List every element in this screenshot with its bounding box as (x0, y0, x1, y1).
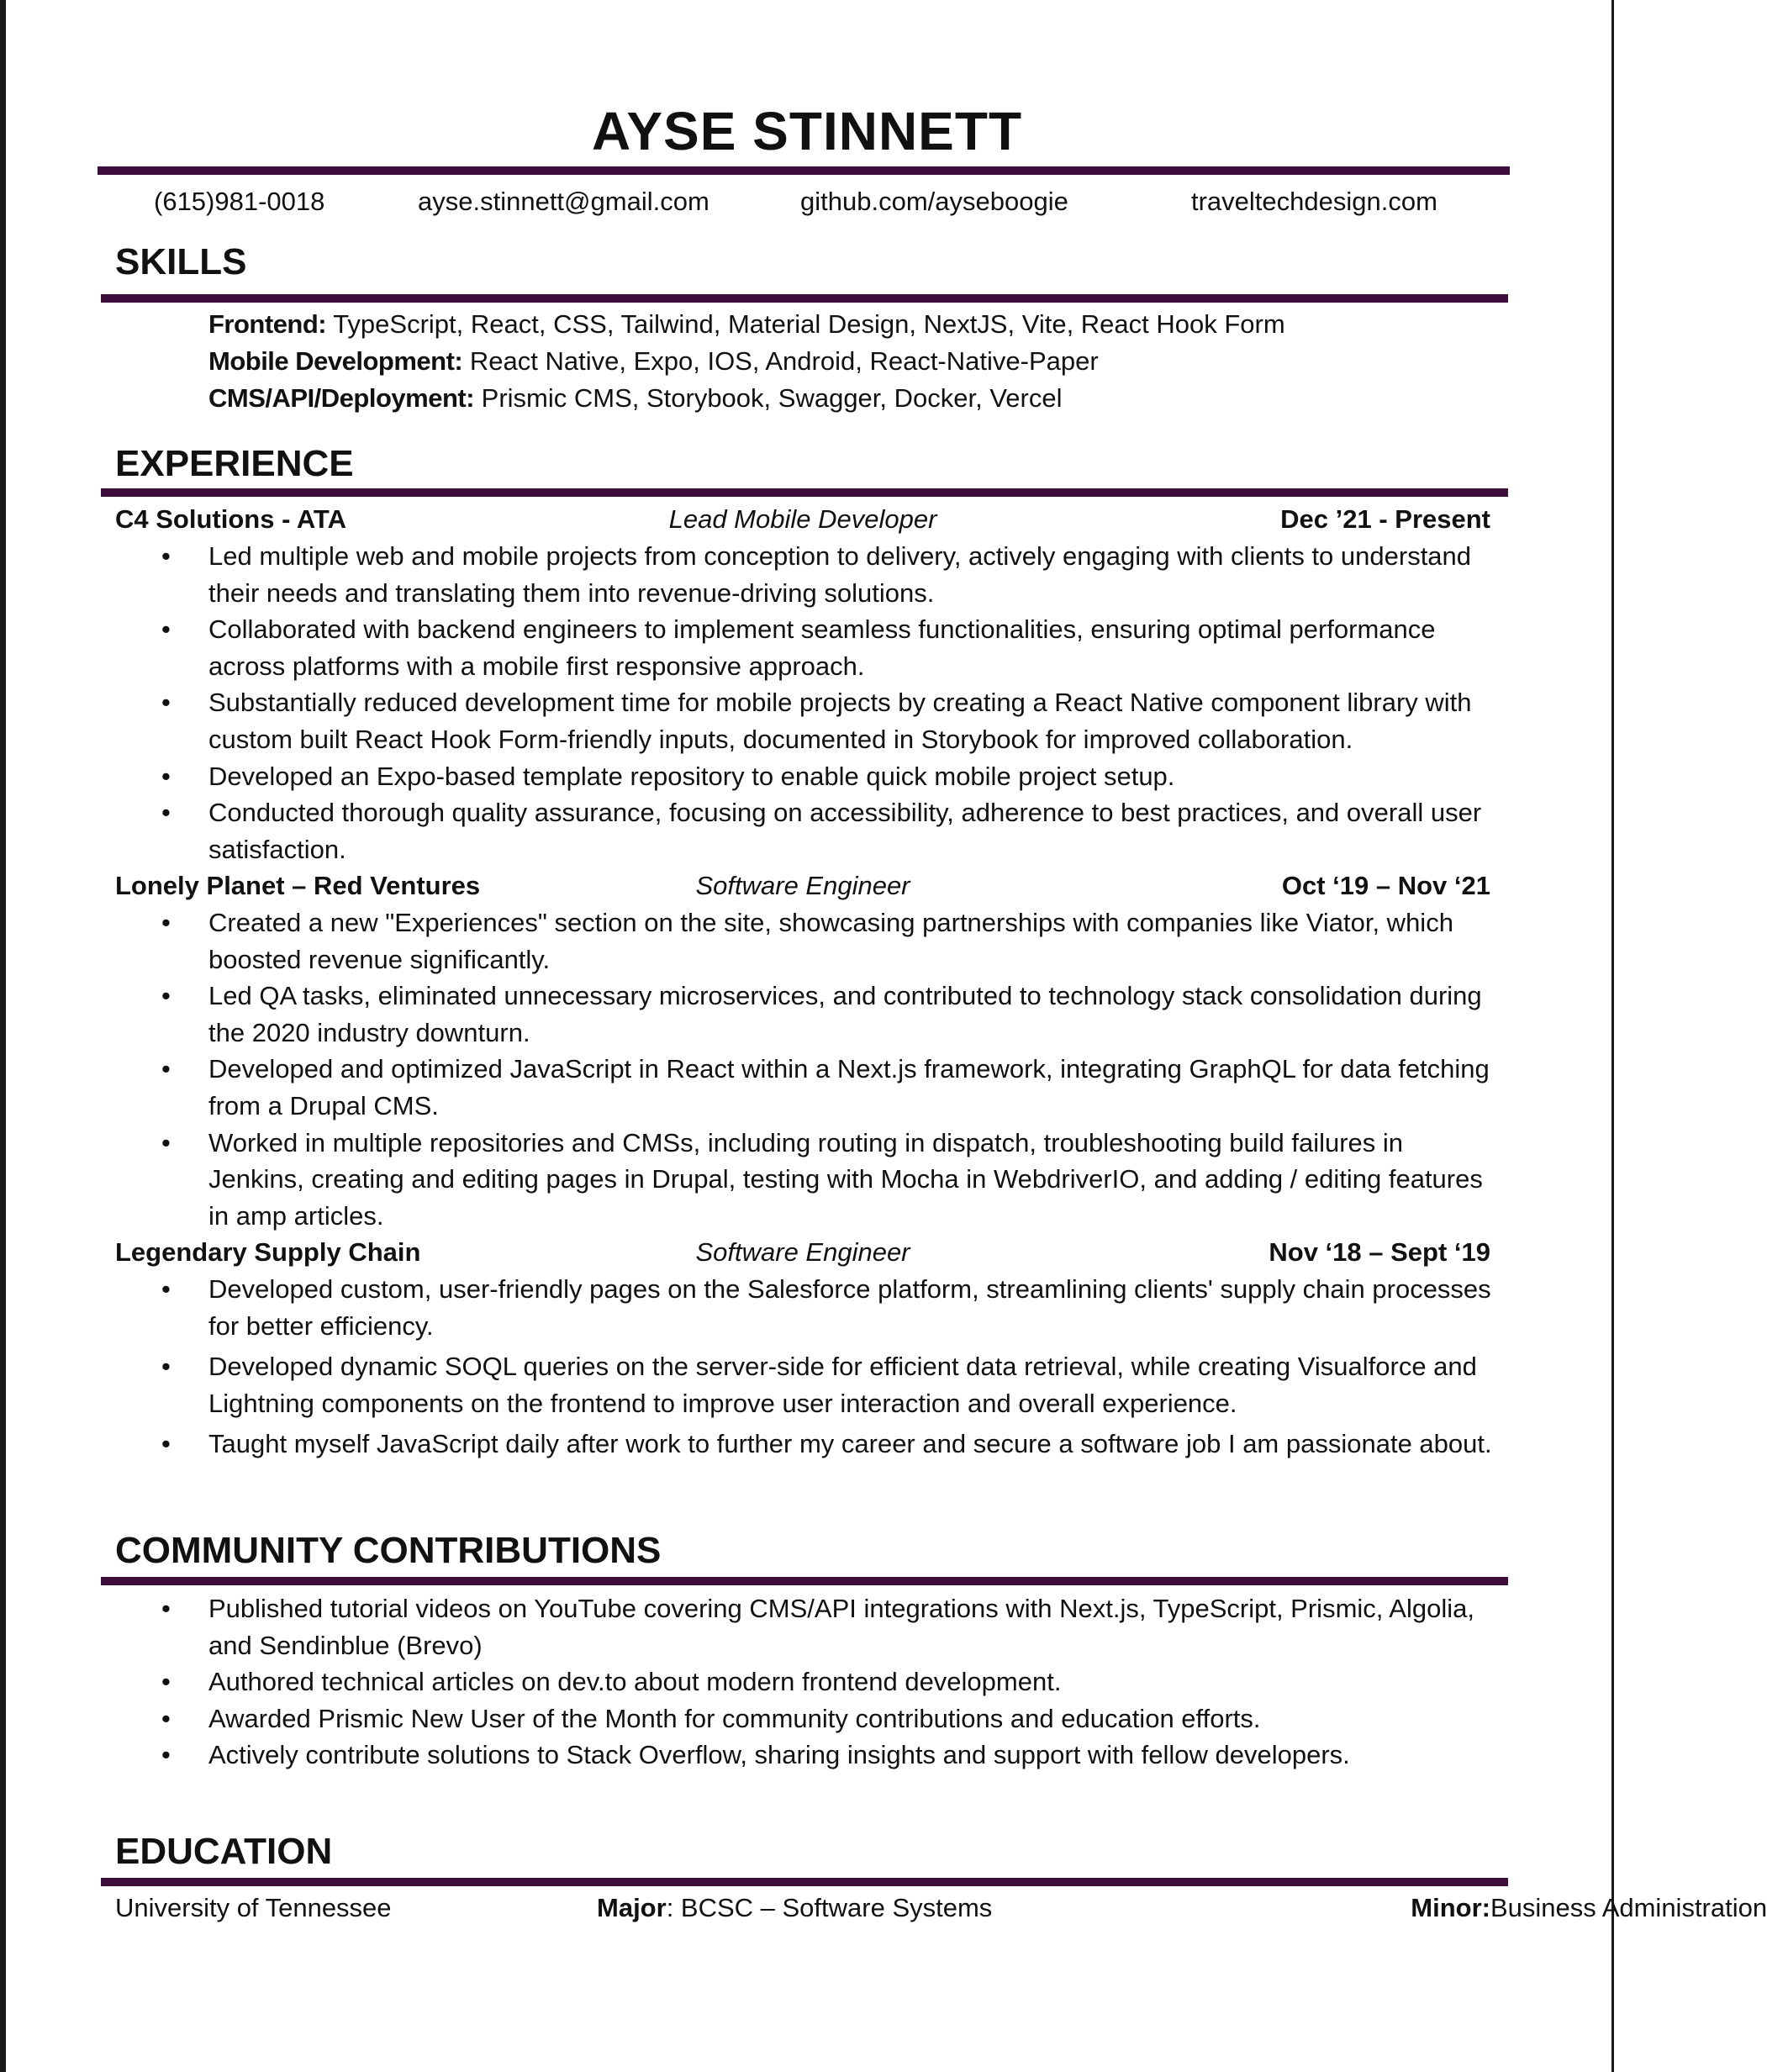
bullet-text: Led multiple web and mobile projects from conception to delivery, actively engaging with clients to understand their needs and translating them into revenue-driving solutions. (208, 541, 1472, 608)
list-item (161, 1700, 1503, 1737)
skill-value: TypeScript, React, CSS, Tailwind, Material Design, NextJS, Vite, React Hook Form (326, 309, 1285, 339)
bullet-marker: • (161, 1127, 171, 1157)
list-item (161, 1590, 1503, 1663)
bullet-text: Authored technical articles on dev.to about modern frontend development. (208, 1667, 1062, 1697)
list-item (161, 1663, 1503, 1700)
bullet-text: Created a new "Experiences" section on the site, showcasing partnerships with companies like Viator, which boosted revenue significantly. (208, 908, 1453, 974)
bullet-text: Actively contribute solutions to Stack Overflow, sharing insights and support with fellow developers. (208, 1740, 1350, 1770)
contact-phone: (615)981-0018 (154, 187, 325, 216)
job-dates: Dec ’21 - Present (1280, 504, 1490, 534)
education-divider (101, 1878, 1508, 1886)
list-item (161, 758, 1503, 795)
job-header-c4 (115, 501, 1490, 538)
bullet-marker: • (161, 1054, 171, 1084)
minor-value: Business Administration (1490, 1893, 1767, 1922)
contact-github: github.com/ayseboogie (800, 187, 1068, 216)
job-dates: Nov ‘18 – Sept ‘19 (1269, 1237, 1490, 1267)
education-major (597, 1890, 993, 1927)
section-title-skills: SKILLS (115, 241, 247, 282)
job-title: Software Engineer (695, 871, 910, 900)
list-item (161, 904, 1503, 978)
bullet-marker: • (161, 541, 171, 571)
job-company: C4 Solutions - ATA (115, 504, 346, 534)
list-item (161, 1348, 1503, 1421)
bullet-marker: • (161, 1274, 171, 1304)
bullet-marker: • (161, 798, 171, 828)
list-item (161, 1051, 1503, 1124)
skill-label: Mobile Development: (208, 346, 463, 376)
job-company: Lonely Planet – Red Ventures (115, 871, 481, 900)
section-title-education: EDUCATION (115, 1831, 333, 1872)
bullet-text: Published tutorial videos on YouTube covering CMS/API integrations with Next.js, TypeScript, Prismic, Algolia, and Sendinblue (Brevo) (208, 1594, 1474, 1660)
name-divider (98, 166, 1510, 175)
skill-value: Prismic CMS, Storybook, Swagger, Docker, Vercel (474, 383, 1063, 413)
community-bullets (161, 1590, 1503, 1774)
bullet-text: Collaborated with backend engineers to implement seamless functionalities, ensuring optimal performance across platforms with a mobile first responsive approach. (208, 614, 1436, 681)
job-header-lonely-planet (115, 867, 1490, 904)
resume-name: AYSE STINNETT (591, 101, 1023, 161)
bullet-text: Developed and optimized JavaScript in React within a Next.js framework, integrating GraphQL for data fetching from a Drupal CMS. (208, 1054, 1490, 1120)
major-value: : BCSC – Software Systems (666, 1893, 993, 1922)
job-dates: Oct ‘19 – Nov ‘21 (1281, 871, 1490, 900)
bullet-marker: • (161, 1429, 171, 1459)
list-item (161, 978, 1503, 1051)
bullet-text: Conducted thorough quality assurance, focusing on accessibility, adherence to best practices, and overall user satisfaction. (208, 798, 1482, 864)
bullet-marker: • (161, 1703, 171, 1733)
job-title: Lead Mobile Developer (668, 504, 937, 534)
bullet-text: Taught myself JavaScript daily after work to further my career and secure a software job I am passionate about. (208, 1429, 1492, 1459)
bullet-text: Developed an Expo-based template repository to enable quick mobile project setup. (208, 761, 1175, 791)
skills-divider (101, 294, 1508, 303)
job-bullets-lonely-planet (161, 904, 1503, 1234)
skill-label: CMS/API/Deployment: (208, 383, 475, 413)
job-header-legendary (115, 1234, 1490, 1271)
job-bullets-c4 (161, 538, 1503, 867)
bullet-text: Awarded Prismic New User of the Month for community contributions and education efforts. (208, 1703, 1261, 1733)
contact-row (0, 183, 1614, 220)
bullet-text: Developed custom, user-friendly pages on the Salesforce platform, streamlining clients' supply chain processes for better efficiency. (208, 1274, 1491, 1341)
skill-value: React Native, Expo, IOS, Android, React-Native-Paper (462, 346, 1099, 376)
list-item (161, 1737, 1503, 1774)
skills-list (208, 306, 1285, 417)
contact-email: ayse.stinnett@gmail.com (418, 187, 709, 216)
education-school: University of Tennessee (115, 1893, 392, 1922)
list-item (161, 1426, 1503, 1463)
job-title: Software Engineer (695, 1237, 910, 1267)
major-label: Major (597, 1893, 667, 1922)
bullet-marker: • (161, 761, 171, 791)
list-item (161, 1125, 1503, 1235)
education-minor (1411, 1890, 1767, 1927)
bullet-text: Led QA tasks, eliminated unnecessary microservices, and contributed to technology stack consolidation during the 2020 industry downturn. (208, 981, 1482, 1047)
list-item (161, 611, 1503, 684)
list-item (161, 1271, 1503, 1344)
bullet-text: Substantially reduced development time for mobile projects by creating a React Native component library with custom built React Hook Form-friendly inputs, documented in Storybook for improved collaboration. (208, 688, 1472, 754)
skill-label: Frontend: (208, 309, 327, 339)
bullet-text: Developed dynamic SOQL queries on the server-side for efficient data retrieval, while creating Visualforce and Lightning components on the frontend to improve user interaction and overall experience. (208, 1352, 1477, 1418)
skill-line-mobile (208, 343, 1285, 380)
bullet-marker: • (161, 1740, 171, 1770)
minor-label: Minor: (1411, 1893, 1490, 1922)
section-title-community: COMMUNITY CONTRIBUTIONS (115, 1530, 662, 1571)
list-item (161, 794, 1503, 867)
skill-line-frontend (208, 306, 1285, 343)
contact-website: traveltechdesign.com (1191, 187, 1437, 216)
community-divider (101, 1577, 1508, 1585)
job-company: Legendary Supply Chain (115, 1237, 421, 1267)
bullet-marker: • (161, 688, 171, 718)
section-title-experience: EXPERIENCE (115, 443, 354, 484)
list-item (161, 684, 1503, 757)
bullet-marker: • (161, 1667, 171, 1697)
education-row (115, 1890, 1767, 1927)
bullet-marker: • (161, 1594, 171, 1623)
experience-divider (101, 488, 1508, 497)
list-item (161, 538, 1503, 611)
bullet-text: Worked in multiple repositories and CMSs, including routing in dispatch, troubleshooting build failures in Jenkins, creating and editing pages in Drupal, testing with Mocha in WebdriverIO, and adding / editing features in amp articles. (208, 1127, 1483, 1231)
bullet-marker: • (161, 1352, 171, 1382)
bullet-marker: • (161, 908, 171, 937)
job-bullets-legendary (161, 1271, 1503, 1467)
skill-line-cms (208, 380, 1285, 417)
bullet-marker: • (161, 614, 171, 645)
bullet-marker: • (161, 981, 171, 1011)
